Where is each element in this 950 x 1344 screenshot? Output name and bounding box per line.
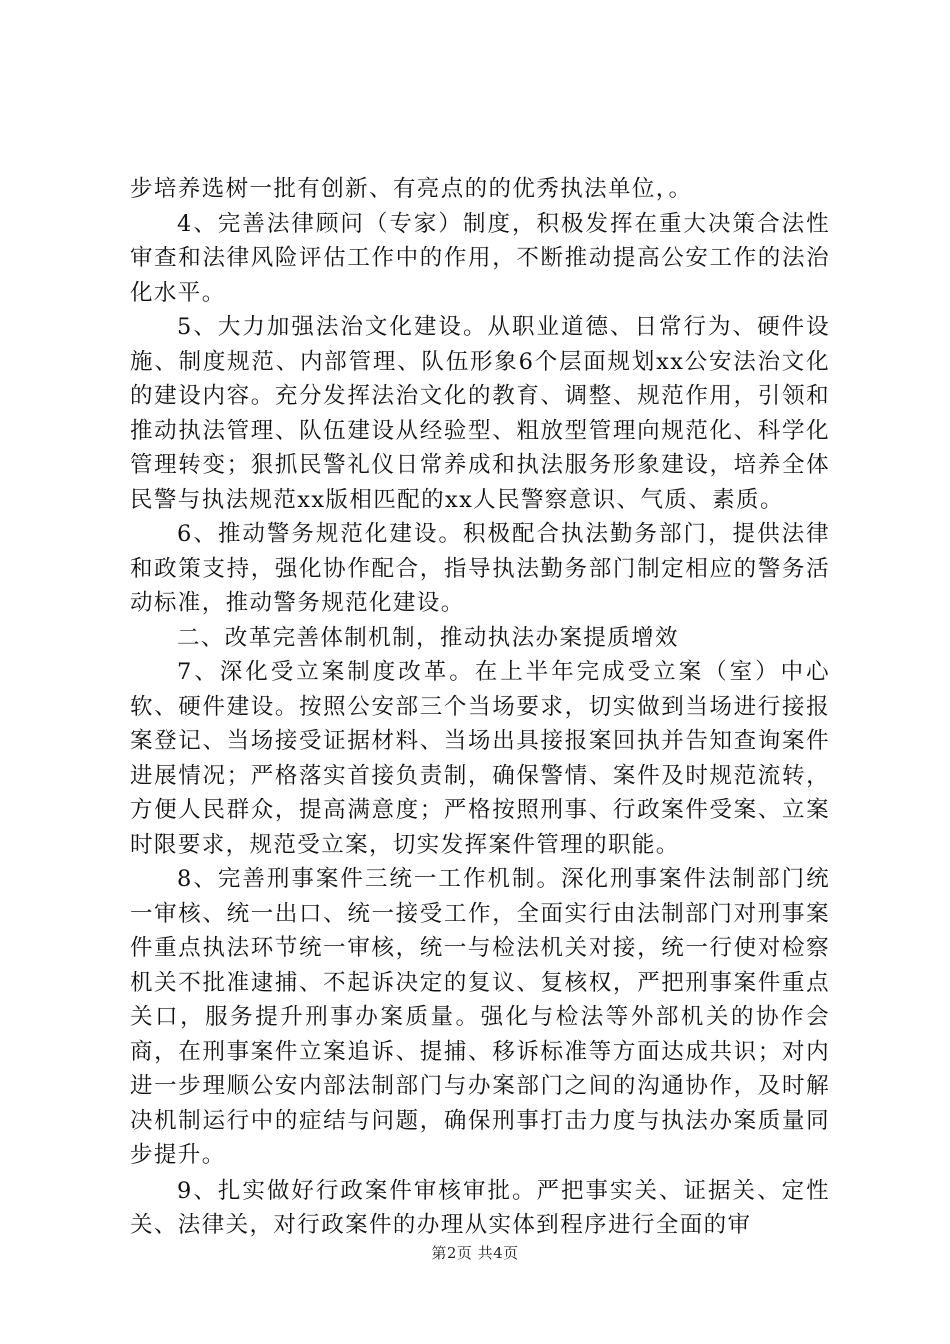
paragraph-item-5: 5、大力加强法治文化建设。从职业道德、日常行为、硬件设施、制度规范、内部管理、队伍形象6个层面规划xx公安法治文化的建设内容。充分发挥法治文化的教育、调整、规范作用，引领和推动执法管理、队伍建设从经验型、粗放型管理向规范化、科学化管理转变；狠抓民警礼仪日常养成和执法服务形象建设，培养全体民警与执法规范xx版相匹配的xx人民警察意识、气质、素质。: [130, 314, 830, 513]
paragraph-item-9: 9、扎实做好行政案件审核审批。严把事实关、证据关、定性关、法律关，对行政案件的办理从实体到程序进行全面的审: [130, 1177, 830, 1238]
page-number-label: 第2页 共4页: [431, 1244, 519, 1262]
paragraph-item-7: 7、深化受立案制度改革。在上半年完成受立案（室）中心软、硬件建设。按照公安部三个当场要求，切实做到当场进行接报案登记、当场接受证据材料、当场出具接报案回执并告知查询案件进展情况；严格落实首接负责制，确保警情、案件及时规范流转，方便人民群众，提高满意度；严格按照刑事、行政案件受案、立案时限要求，规范受立案，切实发挥案件管理的职能。: [130, 659, 830, 858]
paragraph-item-8: 8、完善刑事案件三统一工作机制。深化刑事案件法制部门统一审核、统一出口、统一接受工作，全面实行由法制部门对刑事案件重点执法环节统一审核，统一与检法机关对接，统一行使对检察机关不批准逮捕、不起诉决定的复议、复核权，严把刑事案件重点关口，服务提升刑事办案质量。强化与检法等外部机关的协作会商，在刑事案件立案追诉、提捕、移诉标准等方面达成共识；对内进一步理顺公安内部法制部门与办案部门之间的沟通协作，及时解决机制运行中的症结与问题，确保刑事打击力度与执法办案质量同步提升。: [130, 866, 830, 1168]
paragraph-item-4: 4、完善法律顾问（专家）制度，积极发挥在重大决策合法性审查和法律风险评估工作中的作用，不断推动提高公安工作的法治化水平。: [130, 210, 830, 306]
paragraph-item-6: 6、推动警务规范化建设。积极配合执法勤务部门，提供法律和政策支持，强化协作配合，指导执法勤务部门制定相应的警务活动标准，推动警务规范化建设。: [130, 521, 830, 616]
paragraph-continuation: 步培养选树一批有创新、有亮点的的优秀执法单位，。: [130, 176, 693, 202]
document-body: [130, 172, 830, 1243]
section-heading-2: 二、改革完善体制机制，推动执法办案提质增效: [177, 624, 679, 651]
page-footer: [0, 1243, 950, 1263]
